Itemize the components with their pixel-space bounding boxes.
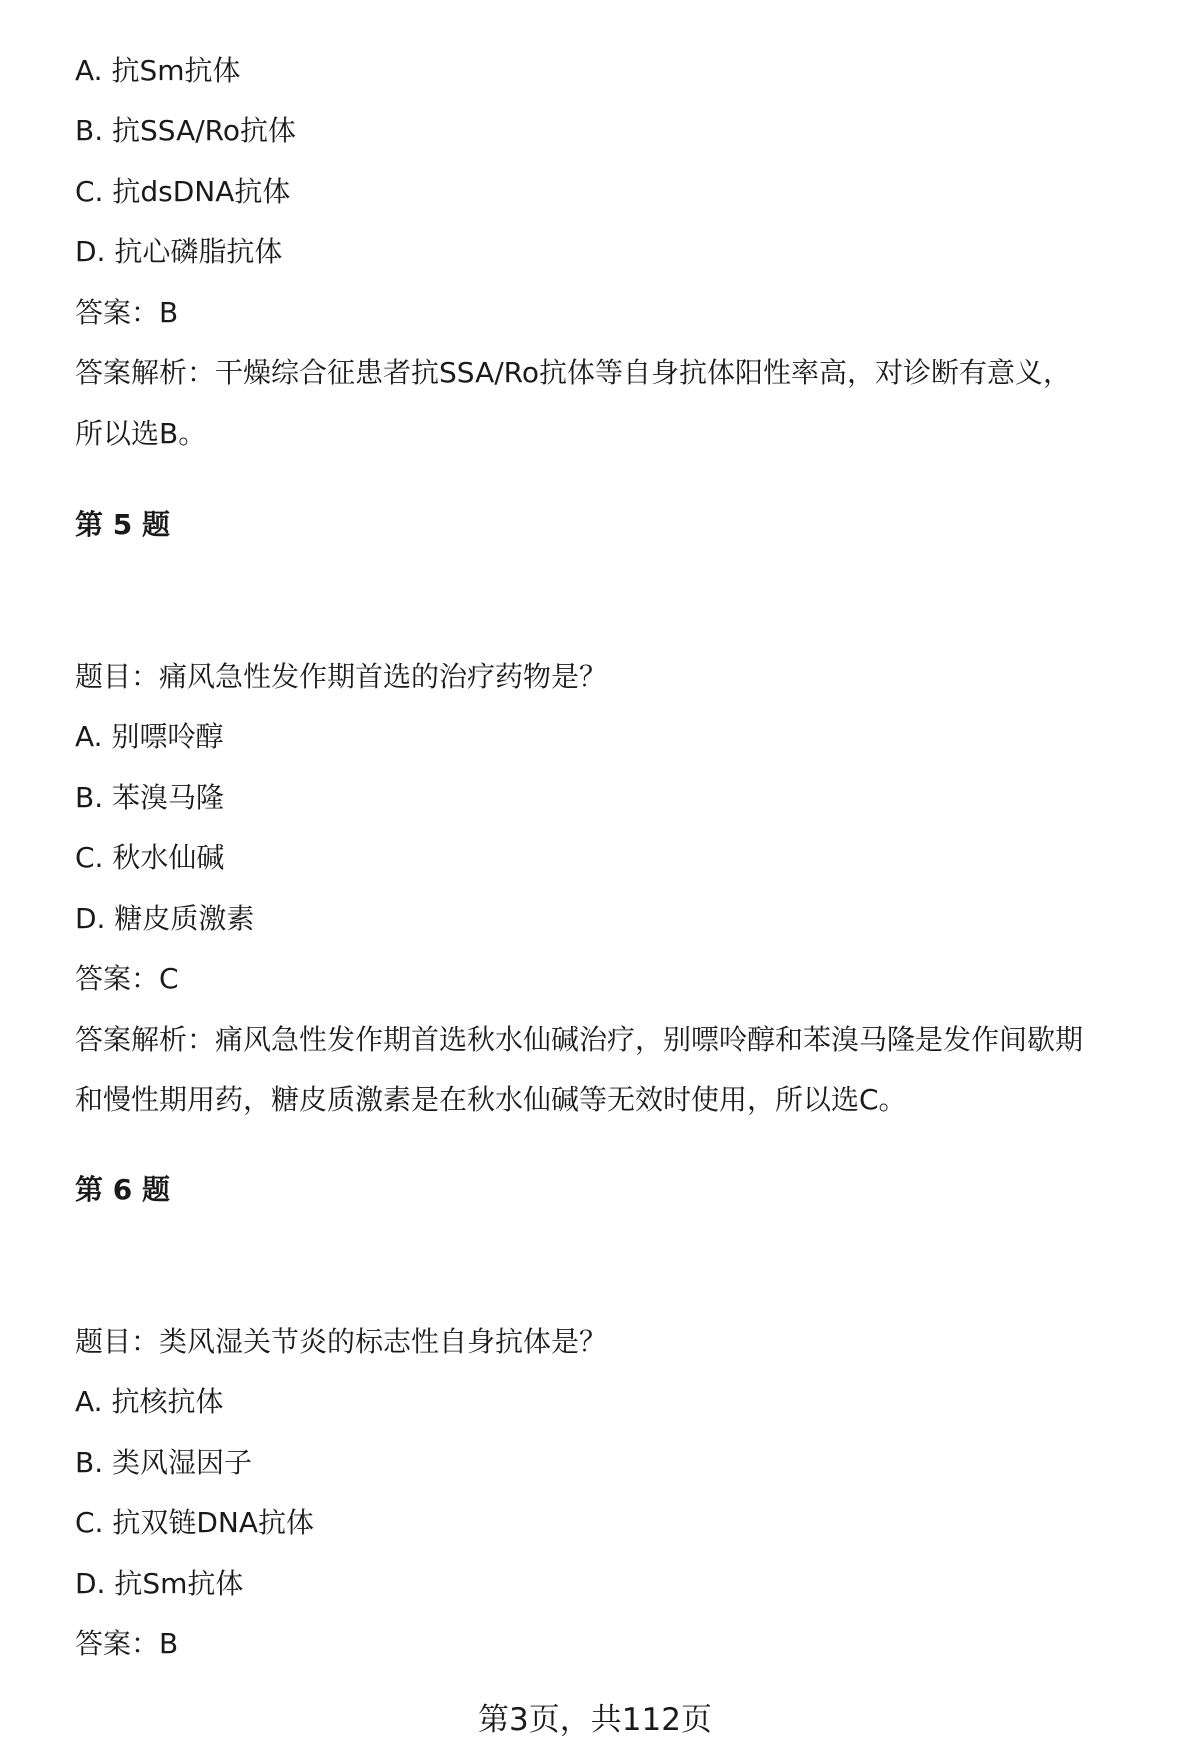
question-5-option-a: A. 别嘌呤醇 — [75, 720, 224, 753]
question-5-explanation-line-1: 答案解析：痛风急性发作期首选秋水仙碱治疗，别嘌呤醇和苯溴马隆是发作间歇期 — [75, 1023, 1084, 1056]
prev-explanation-line-2: 所以选B。 — [75, 417, 207, 450]
prev-option-d: D. 抗心磷脂抗体 — [75, 235, 283, 268]
prev-option-b: B. 抗SSA/Ro抗体 — [75, 114, 296, 147]
question-5-prompt: 题目：痛风急性发作期首选的治疗药物是？ — [75, 660, 608, 693]
question-5-heading: 第 5 题 — [75, 508, 170, 541]
question-5-explanation-line-2: 和慢性期用药，糖皮质激素是在秋水仙碱等无效时使用，所以选C。 — [75, 1083, 907, 1116]
question-5-option-d: D. 糖皮质激素 — [75, 902, 255, 935]
question-6-option-b: B. 类风湿因子 — [75, 1446, 253, 1479]
prev-option-c: C. 抗dsDNA抗体 — [75, 175, 291, 208]
prev-answer: 答案：B — [75, 296, 179, 329]
prev-explanation-line-1: 答案解析：干燥综合征患者抗SSA/Ro抗体等自身抗体阳性率高，对诊断有意义， — [75, 356, 1071, 389]
question-6-option-a: A. 抗核抗体 — [75, 1385, 224, 1418]
question-6-answer: 答案：B — [75, 1627, 179, 1660]
question-5-answer: 答案：C — [75, 962, 179, 995]
question-5-option-c: C. 秋水仙碱 — [75, 841, 225, 874]
question-5-option-b: B. 苯溴马隆 — [75, 781, 225, 814]
question-6-heading: 第 6 题 — [75, 1173, 170, 1206]
prev-option-a: A. 抗Sm抗体 — [75, 54, 241, 87]
page-number: 第3页，共112页 — [478, 1702, 712, 1738]
question-6-option-c: C. 抗双链DNA抗体 — [75, 1506, 315, 1539]
question-6-prompt: 题目：类风湿关节炎的标志性自身抗体是？ — [75, 1325, 608, 1358]
question-6-option-d: D. 抗Sm抗体 — [75, 1567, 244, 1600]
